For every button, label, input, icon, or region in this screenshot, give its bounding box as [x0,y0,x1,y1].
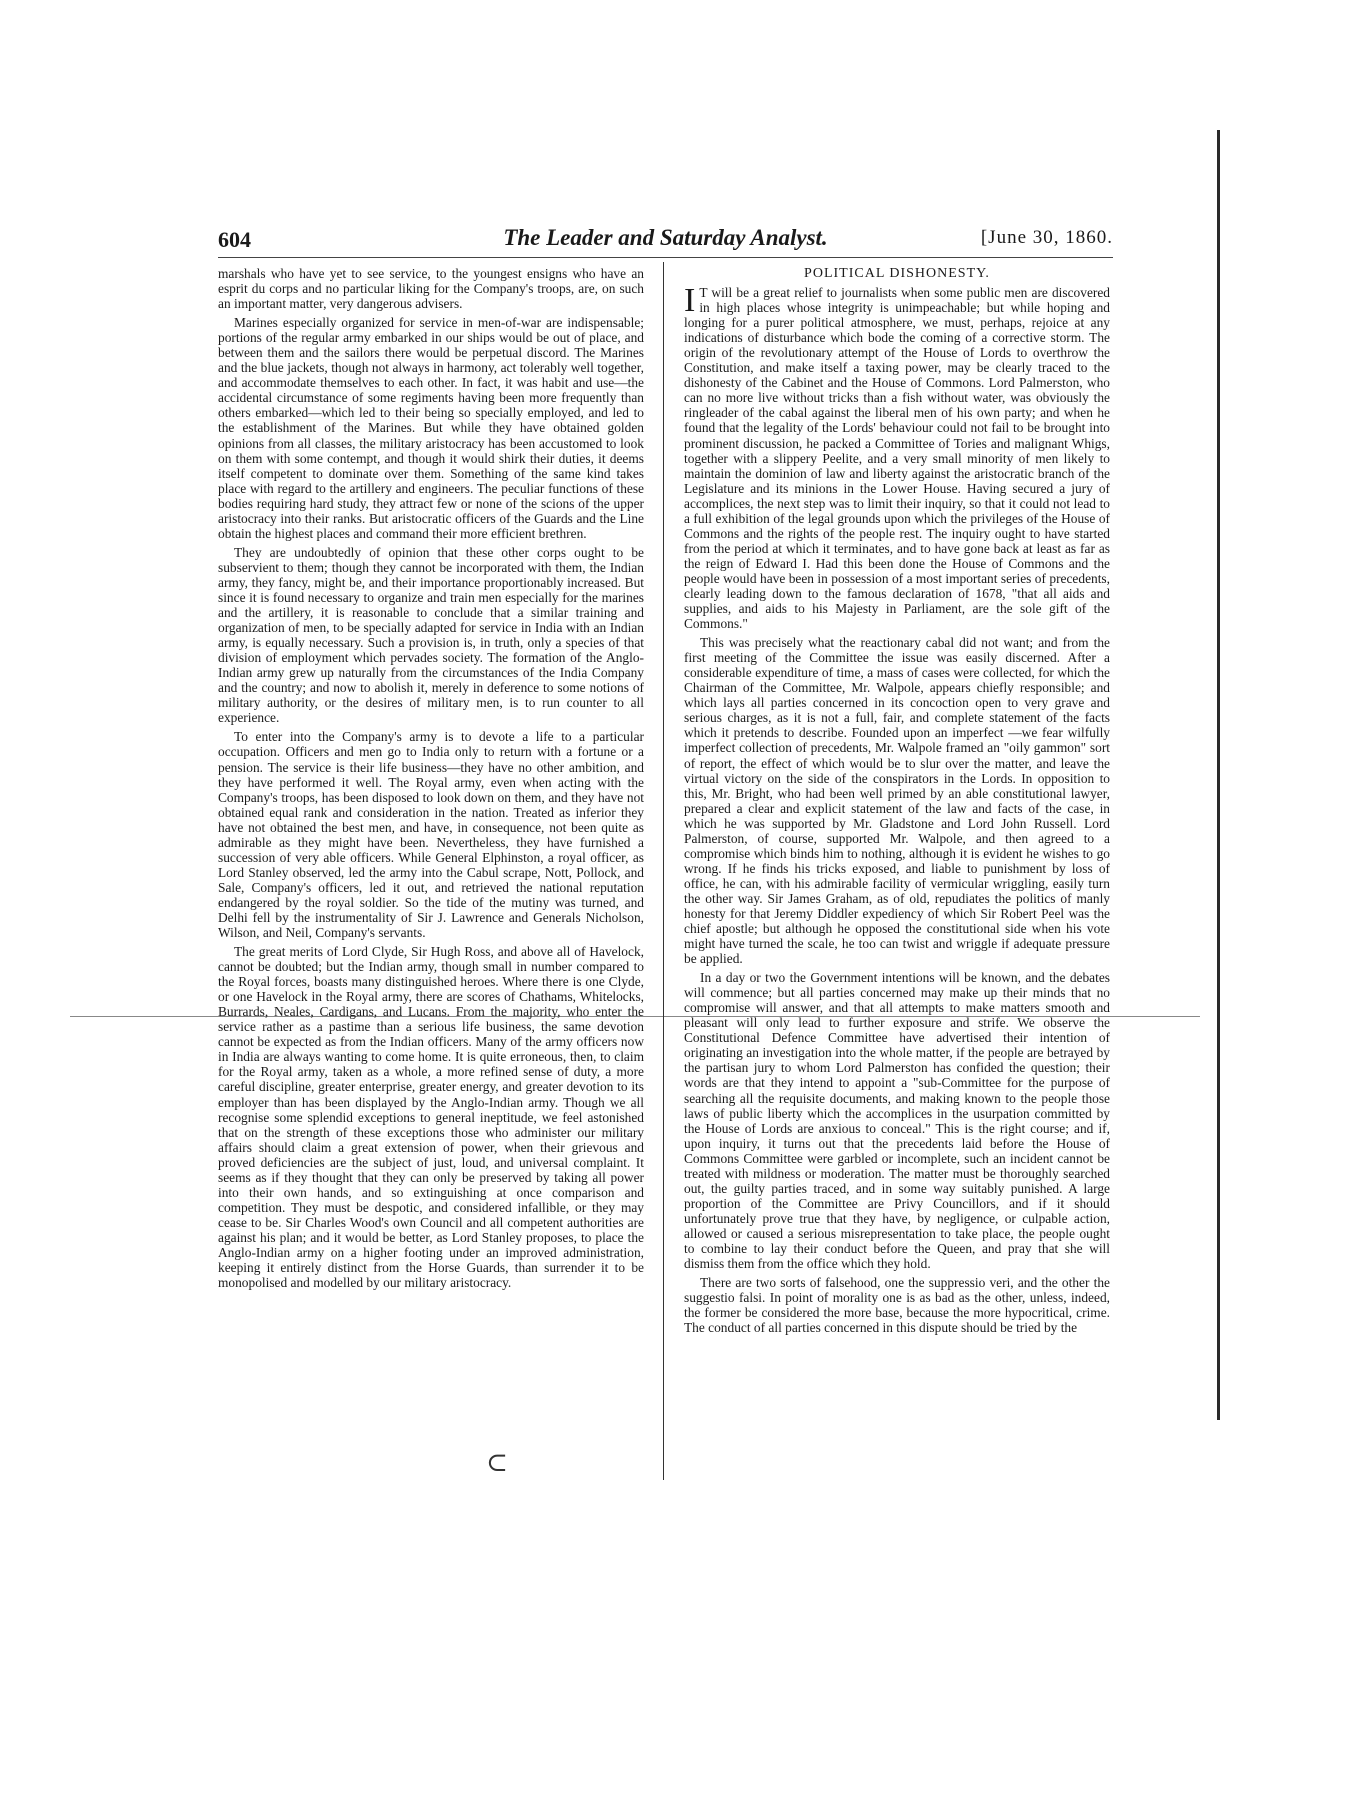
masthead-title: The Leader and Saturday Analyst. [503,225,828,250]
drop-cap: I [684,282,696,320]
article-paragraph: They are undoubtedly of opinion that these other corps ought to be subservient to them; though they cannot be incorporated with them, the Indian army, they fancy, might be, and their importance proportionably increased. But since it is found necessary to organize and train men especially for the marines and the artillery, it is reasonable to conclude that a similar training and organization of men, to be specially adapted for service in India with an Indian army, is equally necessary. Such a provision is, in truth, only a species of that division of employment which pervades society. The formation of the Anglo-Indian army grew up naturally from the circumstances of the India Company and the country; and now to abolish it, merely in deference to some notions of military authority, or the desires of military men, is to run counter to all experience. [218,544,644,726]
article-paragraph: There are two sorts of falsehood, one the suppressio veri, and the other the suggestio falsi. In point of morality one is as bad as the other, unless, indeed, the former be considered the more base, because the more hypocritical, crime. The conduct of all parties concerned in this dispute should be tried by the [684,1275,1110,1336]
article-paragraph: In a day or two the Government intentions will be known, and the debates will commence; but all parties concerned may make up their minds that no compromise will answer, and that all attempts to make matters smooth and pleasant will only lead to further exposure and strife. We observe the Constitutional Defence Committee have advertised their intention of originating an investigation into the whole matter, if the people are betrayed by the partisan jury to whom Lord Palmerston has confided the question; their words are that they intend to appoint a "sub-Committee for the purpose of searching all the requisite documents, and making known to the people those laws of public liberty which the accomplices in the usurpation committed by the House of Lords are anxious to conceal." This is the right course; and if, upon inquiry, it turns out that the precedents laid before the House of Commons Committee were garbled or incomplete, such an incident cannot be treated with mildness or moderation. The matter must be thoroughly searched out, the guilty parties traced, and in some way suitably punished. A large proportion of the Committee are Privy Councillors, and if it should unfortunately prove true that they have, by negligence, or culpable action, allowed or caused a serious misrepresentation to take place, the people ought to combine to lay their conduct before the Queen, and pray that she will dismiss them from the office which they hold. [684,970,1110,1272]
issue-date: [June 30, 1860. [980,227,1113,248]
article-lead-paragraph [684,282,1110,632]
article-paragraph: marshals who have yet to see service, to the youngest ensigns who have an esprit du corps and no particular liking for the Company's troops, are, on such an important matter, very dangerous advisers. [218,266,644,312]
page-edge-mark [1217,130,1220,1420]
article-paragraph: To enter into the Company's army is to devote a life to a particular occupation. Officers and men go to India only to return with a fortune or a pension. The service is their life business—they have no other ambition, and they have performed it well. The Royal army, even when acting with the Company's troops, has been disposed to look down on them, and they have not obtained equal rank and consideration in the nation. Treated as inferior they have not obtained the best men, and have, in consequence, not been quite as admirable as they might have been. Nevertheless, they have furnished a succession of very able officers. While General Elphinston, a royal officer, as Lord Stanley observed, led the army into the Cabul scrape, Nott, Pollock, and Sale, Company's officers, led it out, and retrieved the national reputation endangered by the royal soldier. So the tide of the mutiny was turned, and Delhi fell by the instrumentality of Sir J. Lawrence and Generals Nicholson, Wilson, and Neil, Company's servants. [218,729,644,941]
lead-text: T will be a great relief to journalists when some public men are discovered in high places whose integrity is unimpeachable; but while hoping and longing for a purer political atmosphere, we must, perhaps, rejoice at any indications of disturbance which bode the coming of a corrective storm. The origin of the revolutionary attempt of the House of Lords to overthrow the Constitution, and make itself a taxing power, may be clearly traced to the dishonesty of the Cabinet and the House of Commons. Lord Palmerston, who can no more live without tricks than a fish without water, was obviously the ringleader of the cabal against the liberal men of his own party; and when he found that the legality of the Lords' behaviour could not fail to be brought into prominent discussion, he packed a Committee of Tories and malignant Whigs, together with a slippery Peelite, and a very small minority of men likely to maintain the dominion of law and liberty against the aristocratic branch of the Legislature and its minions in the Lower House. Having secured a jury of accomplices, the next step was to limit their inquiry, so that it could not lead to a full exhibition of the legal grounds upon which the privileges of the House of Commons and the rights of the people rest. The inquiry ought to have started from the period at which it terminates, and to have gone back at least as far as the reign of Edward I. Had this been done the House of Commons and the people would have been in possession of a most important series of precedents, clearly leading down to the famous declaration of 1678, "that all aids and supplies, and aids to his Majesty in Parliament, are the sole gift of the Commons." [684,285,1110,632]
handwritten-mark: ⊂ [486,1448,508,1477]
article-paragraph: The great merits of Lord Clyde, Sir Hugh Ross, and above all of Havelock, cannot be doubted; but the Indian army, though small in number compared to the Royal forces, boasts many distinguished heroes. Where there is one Clyde, or one Havelock in the Royal army, there are scores of Chathams, Whitelocks, Burrards, Neales, Cardigans, and Lucans. From the majority, who enter the service rather as a pastime than a serious life business, the same devotion cannot be expected as from the Indian officers. Many of the army officers now in India are always wanting to come home. It is quite erroneous, then, to claim for the Royal army, taken as a whole, a more refined sense of duty, a more careful discipline, greater enterprise, greater energy, and greater devotion to its employer than has been displayed by the Anglo-Indian army. Though we all recognise some splendid exceptions to general ineptitude, we feel astonished that on the strength of these exceptions those who administer our military affairs should claim a great extension of power, when their grievous and proved deficiencies are the subject of just, loud, and universal complaint. It seems as if they thought that they can only be preserved by taking all power into their own hands, and so extinguishing at once comparison and competition. They must be despotic, and considered infallible, or they may cease to be. Sir Charles Wood's own Council and all competent authorities are against his plan; and it would be better, as Lord Stanley proposes, to place the Anglo-Indian army on a higher footing under an improved administration, keeping it entirely distinct from the Horse Guards, than surrender it to be monopolised and modelled by our military aristocracy. [218,944,644,1291]
column-divider [663,262,664,1480]
page-header [218,223,1113,258]
article-paragraph: This was precisely what the reactionary cabal did not want; and from the first meeting of the Committee the issue was easily discerned. After a considerable expenditure of time, a mass of cases were collected, for which the Chairman of the Committee, Mr. Walpole, appears chiefly responsible; and which lays all parties concerned in its concoction open to very grave and serious charges, as it is not a full, fair, and complete statement of the facts which it pretends to describe. Founded upon an imperfect —we fear wilfully imperfect collection of precedents, Mr. Walpole framed an "oily gammon" sort of report, the effect of which would be to slur over the matter, and leave the virtual victory on the side of the conspirators in the Lords. In opposition to this, Mr. Bright, who had been well primed by an able constitutional lawyer, prepared a clear and explicit statement of the law and facts of the case, in which he was supported by Mr. Gladstone and Lord John Russell. Lord Palmerston, of course, supported Mr. Walpole, and then agreed to a compromise which binds him to nothing, although it is evident he wishes to go wrong. If he finds his tricks exposed, and liable to punishment by loss of office, he can, with his admirable facility of vermicular wriggling, easily turn the other way. Sir James Graham, as of old, repudiates the politics of manly honesty for that Jeremy Diddler expediency of which Sir Robert Peel was the chief apostle; but although he opposed the constitutional side when his vote might have turned the scale, he too can twist and wriggle if adequate pressure be applied. [684,635,1110,967]
article-paragraph: Marines especially organized for service in men-of-war are indispensable; portions of the regular army embarked in our ships would be out of place, and between them and the sailors there would be perpetual discord. The Marines and the blue jackets, though not always in harmony, act tolerably well together, and accommodate themselves to each other. In fact, it was habit and use—the accidental circumstance of some regiments having been more frequently than others embarked—which led to their being so specially employed, and led to the establishment of the Marines. But while they have obtained golden opinions from all classes, the military aristocracy has been accustomed to look on them with some contempt, and though it would shirk their duties, it deems itself competent to dominate over them. Something of the same kind takes place with regard to the artillery and engineers. The peculiar functions of these bodies requiring hard study, they attract few or none of the scions of the upper aristocracy into their ranks. But aristocratic officers of the Guards and the Line obtain the highest places and command their more efficient brethren. [218,315,644,541]
page-number: 604 [218,227,251,252]
article-title: POLITICAL DISHONESTY. [804,266,990,281]
left-column [218,266,644,1476]
right-column [684,266,1110,1476]
